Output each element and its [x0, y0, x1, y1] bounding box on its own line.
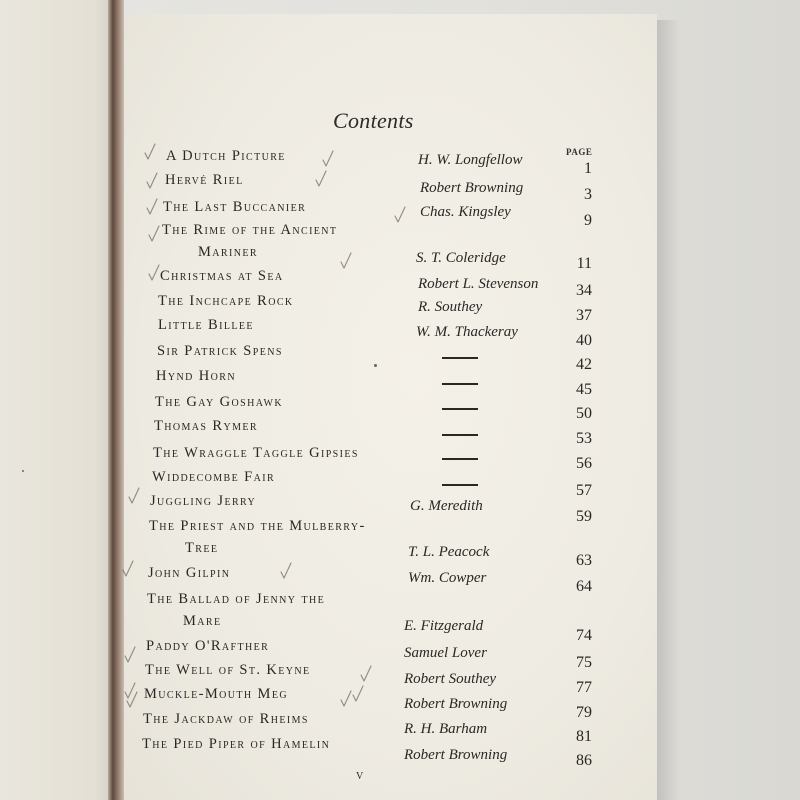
entry-page-number: 53: [576, 430, 592, 447]
ditto-dash: [442, 357, 478, 359]
entry-page-number: 86: [576, 752, 592, 769]
entry-title: Paddy O'Rafther: [146, 638, 270, 654]
entry-page-number: 63: [576, 552, 592, 569]
entry-author: Samuel Lover: [404, 645, 487, 661]
ditto-dash: [442, 458, 478, 460]
entry-author: R. Southey: [418, 299, 483, 315]
entry-title: The Gay Goshawk: [155, 394, 283, 410]
contents-title: Contents: [333, 108, 414, 133]
entry-page-number: 42: [576, 356, 592, 373]
entry-author: Wm. Cowper: [408, 570, 487, 586]
entry-title: Juggling Jerry: [150, 493, 257, 509]
entry-title: Mariner: [198, 244, 258, 260]
ditto-dash: [442, 434, 478, 436]
entry-page-number: 57: [576, 482, 592, 499]
entry-title: Mare: [183, 613, 222, 629]
entry-title: Tree: [185, 540, 219, 556]
entry-page-number: 11: [576, 255, 592, 272]
entry-page-number: 56: [576, 455, 592, 472]
page-folio: v: [356, 768, 364, 783]
entry-title: Hynd Horn: [156, 368, 236, 384]
entry-title: The Last Buccanier: [163, 199, 307, 215]
entry-page-number: 50: [576, 405, 592, 422]
entry-page-number: 64: [576, 578, 592, 595]
entry-title: Christmas at Sea: [160, 268, 284, 284]
entry-page-number: 75: [576, 654, 592, 671]
book-spine: [108, 0, 124, 800]
entry-author: Robert Browning: [404, 747, 508, 763]
entry-page-number: 45: [576, 381, 592, 398]
entry-author: H. W. Longfellow: [418, 152, 523, 168]
entry-author: S. T. Coleridge: [416, 250, 506, 266]
entry-page-number: 3: [584, 186, 592, 203]
entry-title: Widdecombe Fair: [152, 469, 276, 485]
entry-title: The Pied Piper of Hamelin: [142, 736, 331, 752]
entry-author: G. Meredith: [410, 498, 483, 514]
entry-author: R. H. Barham: [404, 721, 488, 737]
entry-title: Muckle-Mouth Meg: [144, 686, 288, 702]
entry-page-number: 81: [576, 728, 592, 745]
entry-title: Hervé Riel: [165, 172, 244, 188]
entry-author: Chas. Kingsley: [420, 204, 511, 220]
paper-speck: [374, 364, 377, 367]
entry-title: The Priest and the Mulberry-: [149, 518, 366, 534]
left-page: [0, 0, 118, 800]
entry-author: Robert L. Stevenson: [418, 276, 539, 292]
entry-page-number: 34: [576, 282, 592, 299]
entry-title: Little Billee: [158, 317, 254, 333]
entry-title: A Dutch Picture: [166, 148, 286, 164]
entry-title: Thomas Rymer: [154, 418, 258, 434]
entry-author: E. Fitzgerald: [404, 618, 484, 634]
entry-page-number: 74: [576, 627, 592, 644]
entry-page-number: 9: [584, 212, 592, 229]
entry-author: W. M. Thackeray: [416, 324, 518, 340]
entry-page-number: 59: [576, 508, 592, 525]
paper-speck: [22, 470, 24, 472]
entry-author: Robert Southey: [404, 671, 497, 687]
entry-title: The Rime of the Ancient: [162, 222, 338, 238]
ditto-dash: [442, 383, 478, 385]
entry-page-number: 79: [576, 704, 592, 721]
page-column-heading: PAGE: [566, 147, 593, 157]
ditto-dash: [442, 484, 478, 486]
entry-author: T. L. Peacock: [408, 544, 490, 560]
entry-title: The Inchcape Rock: [158, 293, 294, 309]
entry-title: John Gilpin: [148, 565, 231, 581]
entry-page-number: 77: [576, 679, 592, 696]
entry-title: The Wraggle Taggle Gipsies: [153, 445, 359, 461]
entry-page-number: 40: [576, 332, 592, 349]
entry-author: Robert Browning: [420, 180, 524, 196]
entry-title: The Ballad of Jenny the: [147, 591, 326, 607]
entry-author: Robert Browning: [404, 696, 508, 712]
entry-page-number: 1: [584, 160, 592, 177]
entry-title: The Well of St. Keyne: [145, 662, 311, 678]
entry-title: Sir Patrick Spens: [157, 343, 283, 359]
entry-page-number: 37: [576, 307, 592, 324]
ditto-dash: [442, 408, 478, 410]
entry-title: The Jackdaw of Rheims: [143, 711, 309, 727]
